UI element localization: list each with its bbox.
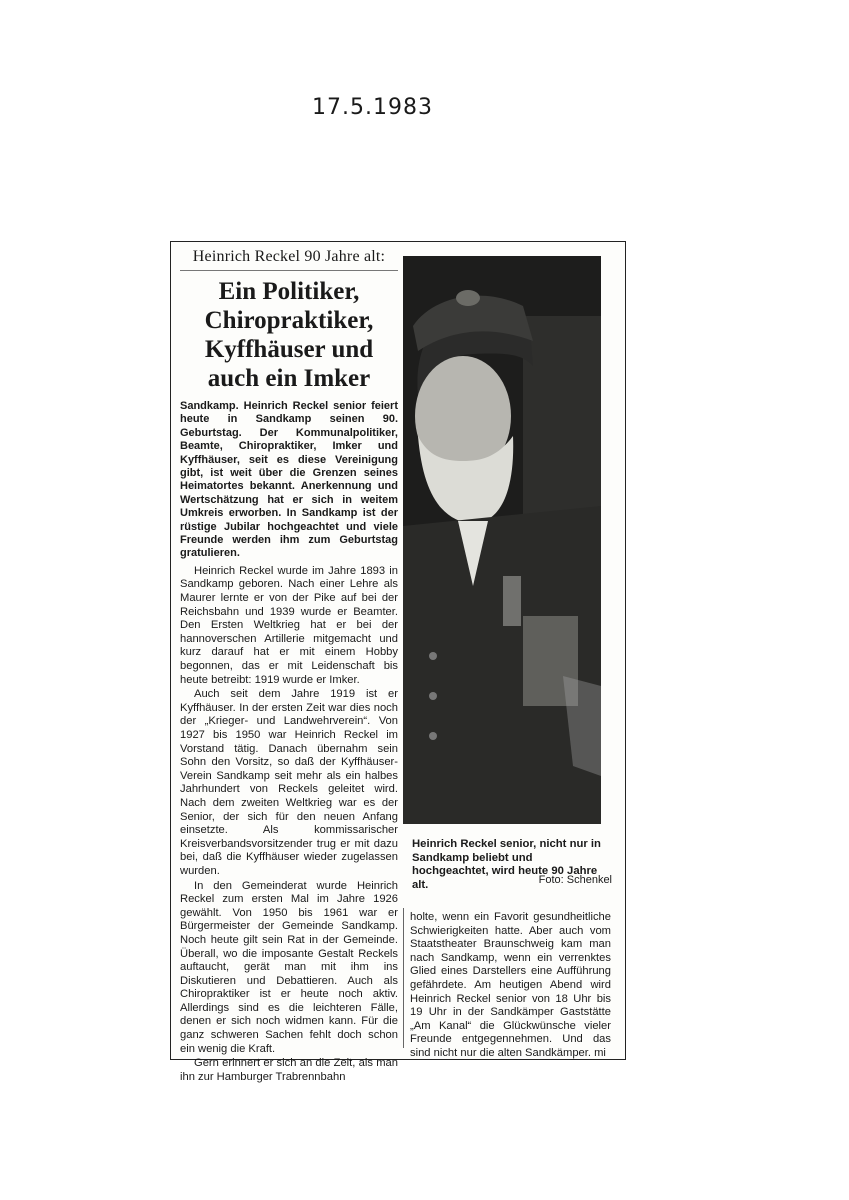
left-column bbox=[180, 248, 398, 1085]
body-paragraph: Auch seit dem Jahre 1919 ist er Kyffhäuser. In der ersten Zeit war dies noch der „Krieger- und Landwehrverein“. Von 1927 bis 1950 war Heinrich Reckel im Vorstand tätig. Danach übernahm sein Sohn den Vorsitz, so daß der Kyffhäuser-Verein Sandkamp seit mehr als ein halbes Jahrhundert von Reckels geleitet wird. Nach dem zweiten Weltkrieg war es der Senior, der sich für den neuen Anfang einsetzte. Als kommissarischer Kreisverbandsvorsitzender trug er mit dazu bei, daß die Kyffhäuser wieder zugelassen wurden. bbox=[180, 688, 398, 877]
lead-paragraph: Sandkamp. Heinrich Reckel senior feiert heute in Sandkamp seinen 90. Geburtstag. Der Kommunalpolitiker, Beamte, Chiropraktiker, Imker und Kyffhäuser, seit es diese Vereinigung gibt, ist weit über die Grenzen seines Heimatortes bekannt. Anerkennung und Wertschätzung hat er sich in weitem Umkreis erworben. In Sandkamp ist der rüstige Jubilar hochgeachtet und viele Freunde werden ihm zum Geburtstag gratulieren. bbox=[180, 400, 398, 560]
body-paragraph: In den Gemeinderat wurde Heinrich Reckel zum ersten Mal im Jahre 1926 gewählt. Von 1950 bis 1961 war er Bürgermeister der Gemeinde Sandkamp. Noch heute gilt sein Rat in der Gemeinde. Überall, wo die imposante Gestalt Reckels auftaucht, gerät man mit ihm ins Diskutieren und Debattieren. Auch als Chiropraktiker ist er heute noch aktiv. Allerdings sind es die leichteren Fälle, denen er sich noch widmen kann. Für die ganz schweren Sachen fehlt doch schon ein wenig die Kraft. bbox=[180, 879, 398, 1055]
handwritten-date: 17.5.1983 bbox=[312, 95, 433, 120]
right-column: holte, wenn ein Favorit gesundheitliche Schwierigkeiten hatte. Aber auch vom Staatstheater Braunschweig kam man nach Sandkamp, wenn ein verrenktes Glied eines Darstellers eine Aufführung gefährdete. Am heutigen Abend wird Heinrich Reckel senior von 18 Uhr bis 19 Uhr in der Sandkämper Gaststätte „Am Kanal“ die Glückwünsche vieler Freunde entgegennehmen. Und das sind nicht nur die alten Sandkämper. mi bbox=[410, 911, 611, 1059]
portrait-photo bbox=[403, 256, 601, 824]
photo-caption: Heinrich Reckel senior, nicht nur in Sandkamp beliebt und hochgeachtet, wird heute 90 Jahre alt. bbox=[412, 838, 601, 891]
newspaper-clipping bbox=[170, 241, 626, 1083]
photo-credit: Foto: Schenkel bbox=[538, 874, 612, 886]
kicker: Heinrich Reckel 90 Jahre alt: bbox=[180, 248, 398, 271]
headline-line: Ein Politiker, bbox=[218, 278, 360, 305]
headline bbox=[180, 277, 398, 393]
headline-line: Kyffhäuser und bbox=[204, 336, 374, 363]
body-paragraph: Gern erinnert er sich an die Zeit, als man ihn zur Hamburger Trabrennbahn bbox=[180, 1057, 398, 1083]
portrait-illustration bbox=[403, 256, 601, 824]
headline-line: auch ein Imker bbox=[207, 365, 371, 392]
column-divider bbox=[403, 908, 404, 1048]
body-paragraph: Heinrich Reckel wurde im Jahre 1893 in Sandkamp geboren. Nach einer Lehre als Maurer lernte er von der Pike auf bei der Reichsbahn und 1939 wurde er Beamter. Den Ersten Weltkrieg hat er bei der hannoverschen Artillerie mitgemacht und kurz darauf hat er mit einem Hobby begonnen, das er mit Leidenschaft bis heute betreibt: 1919 wurde er Imker. bbox=[180, 564, 398, 686]
headline-line: Chiropraktiker, bbox=[204, 307, 374, 334]
